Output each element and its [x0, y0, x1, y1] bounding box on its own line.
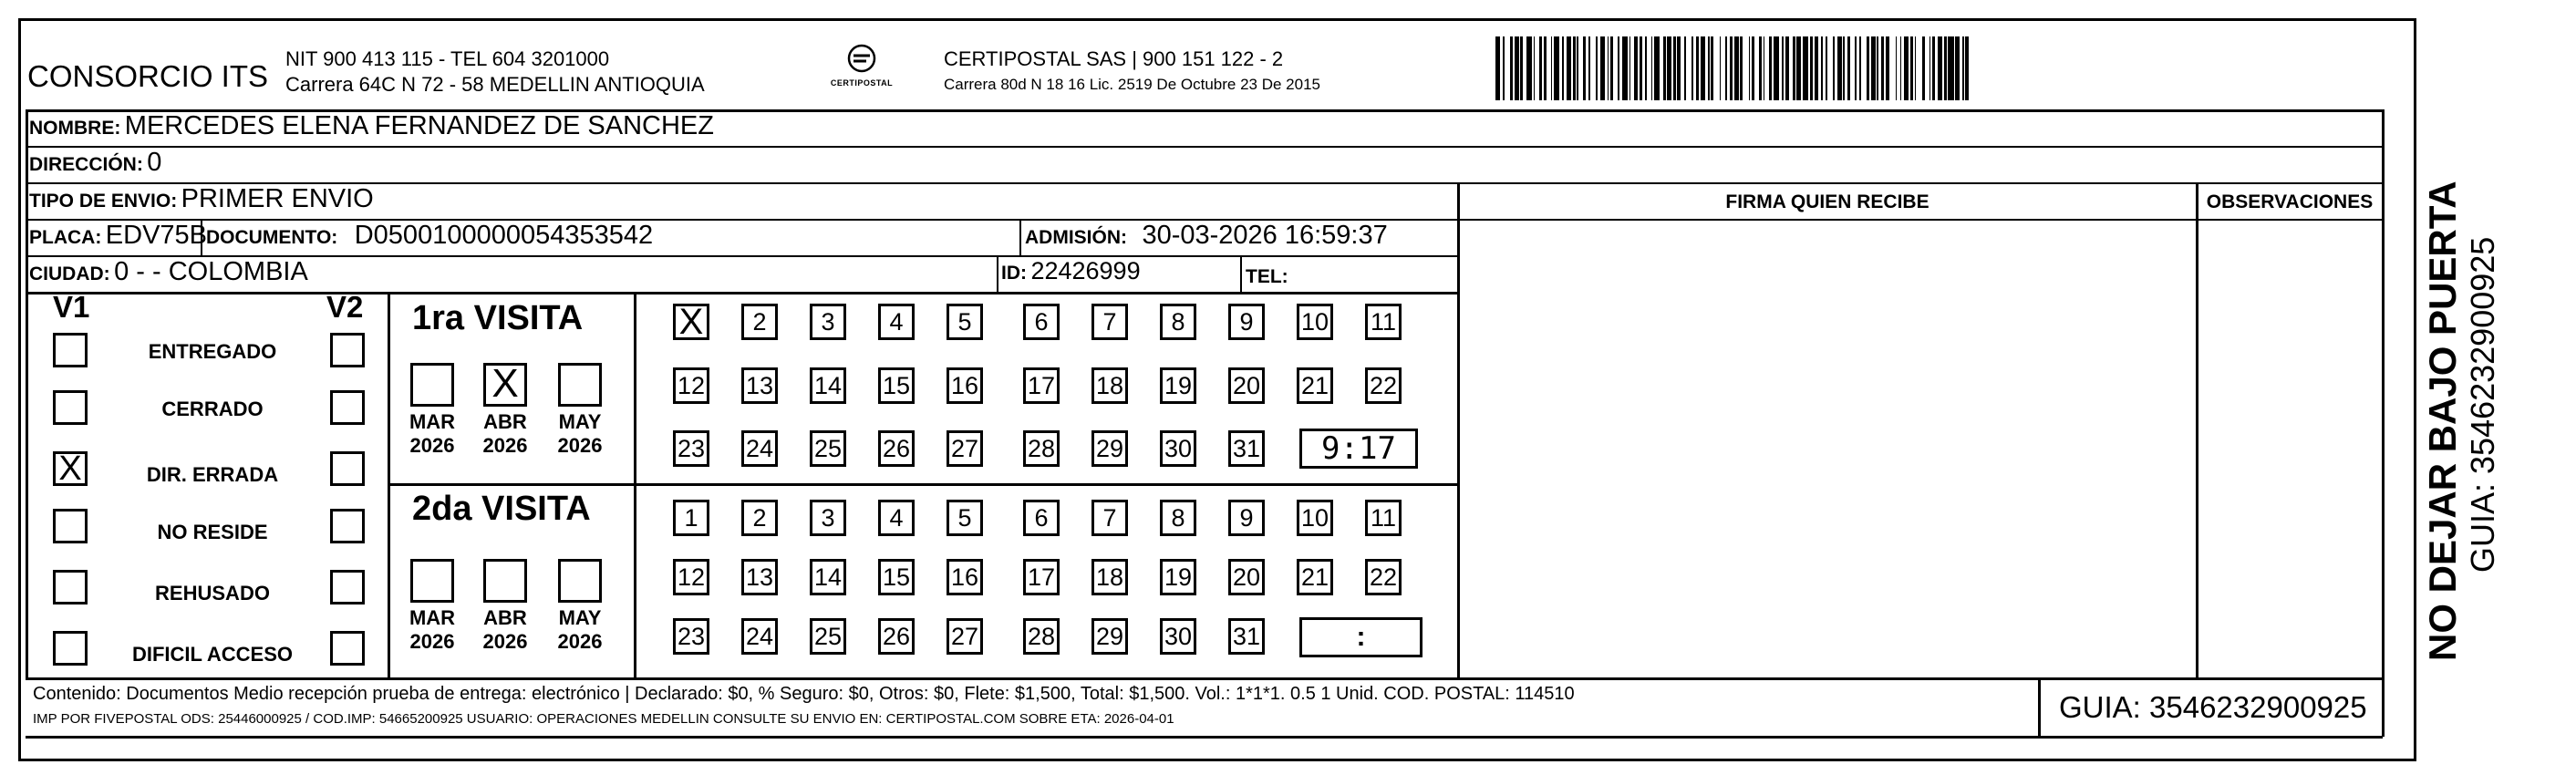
day-box[interactable]: 6: [1023, 304, 1060, 340]
month-checkbox[interactable]: [410, 363, 454, 407]
documento-cell: [206, 221, 653, 251]
id-cell: [1001, 257, 1141, 285]
row-line: [26, 146, 2383, 148]
day-box[interactable]: 9: [1228, 304, 1265, 340]
day-box[interactable]: 27: [947, 618, 983, 655]
status-v2-checkbox[interactable]: [330, 570, 365, 604]
day-box[interactable]: 29: [1091, 430, 1128, 467]
row-line: [26, 182, 2383, 184]
month-year: 2026: [482, 630, 528, 653]
day-box[interactable]: 3: [810, 304, 846, 340]
observaciones-header: OBSERVACIONES: [2206, 191, 2374, 212]
visit1-time-box[interactable]: 9:17: [1299, 429, 1418, 469]
form-bottom-line: [26, 736, 2383, 739]
footer-divider: [2038, 677, 2041, 736]
day-box[interactable]: 6: [1023, 500, 1060, 536]
day-box[interactable]: 27: [947, 430, 983, 467]
company-name: CONSORCIO ITS: [27, 59, 269, 93]
day-box[interactable]: 20: [1228, 367, 1265, 404]
status-v2-checkbox[interactable]: [330, 509, 365, 543]
col-line: [1240, 255, 1242, 292]
visit-divider: [388, 483, 1457, 486]
admision-label: ADMISIÓN:: [1025, 227, 1127, 248]
side-warning: NO DEJAR BAJO PUERTA: [2421, 181, 2464, 661]
day-box[interactable]: 10: [1297, 304, 1333, 340]
day-box[interactable]: 15: [878, 367, 915, 404]
day-box[interactable]: 16: [947, 367, 983, 404]
status-option-label: DIFICIL ACCESO: [131, 643, 293, 666]
tel-label: TEL:: [1246, 266, 1288, 287]
v1-header: V1: [53, 290, 90, 324]
month-checkbox[interactable]: X: [483, 363, 527, 407]
day-box[interactable]: 20: [1228, 559, 1265, 595]
status-v1-checkbox[interactable]: [53, 570, 88, 604]
company-address: Carrera 64C N 72 - 58 MEDELLIN ANTIOQUIA: [285, 73, 705, 96]
day-box[interactable]: 12: [673, 367, 709, 404]
day-box[interactable]: 11: [1365, 500, 1402, 536]
visit1-title: 1ra VISITA: [412, 299, 584, 337]
footer-guia: GUIA: 3546232900925: [2059, 690, 2367, 724]
certipostal-name: CERTIPOSTAL SAS | 900 151 122 - 2: [944, 47, 1284, 70]
status-v1-checkbox[interactable]: X: [53, 451, 88, 486]
status-option-label: ENTREGADO: [148, 340, 277, 363]
day-box[interactable]: 23: [673, 430, 709, 467]
row-line: [26, 292, 1457, 294]
day-box[interactable]: 31: [1228, 618, 1265, 655]
day-box[interactable]: 4: [878, 500, 915, 536]
admision-cell: [1025, 221, 1388, 251]
form-right-line: [2382, 109, 2385, 737]
ciudad-cell: [29, 257, 308, 287]
direccion-label: DIRECCIÓN:: [29, 154, 143, 175]
day-box[interactable]: 13: [741, 559, 778, 595]
status-v1-checkbox[interactable]: [53, 631, 88, 666]
day-box[interactable]: 28: [1023, 430, 1060, 467]
day-box[interactable]: 5: [947, 500, 983, 536]
month-label: ABR: [483, 410, 527, 433]
day-box[interactable]: 19: [1160, 559, 1196, 595]
logo-text: CERTIPOSTAL: [830, 78, 894, 88]
month-checkbox[interactable]: [483, 559, 527, 603]
status-option-label: NO RESIDE: [157, 521, 268, 543]
day-box[interactable]: 19: [1160, 367, 1196, 404]
placa-cell: [29, 221, 207, 251]
status-option-label: DIR. ERRADA: [146, 463, 279, 486]
month-label: MAY: [558, 606, 602, 629]
day-box[interactable]: 24: [741, 430, 778, 467]
month-label: ABR: [483, 606, 527, 629]
day-box[interactable]: 29: [1091, 618, 1128, 655]
day-box[interactable]: 1: [673, 500, 709, 536]
day-box[interactable]: 2: [741, 500, 778, 536]
placa-label: PLACA:: [29, 227, 102, 248]
tel-cell: [1246, 260, 1288, 290]
col-line: [1019, 219, 1021, 255]
month-year: 2026: [409, 630, 455, 653]
day-box[interactable]: 21: [1297, 559, 1333, 595]
status-v1-checkbox[interactable]: [53, 333, 88, 367]
day-box[interactable]: 30: [1160, 430, 1196, 467]
day-box[interactable]: 12: [673, 559, 709, 595]
day-box[interactable]: 25: [810, 618, 846, 655]
day-box[interactable]: 3: [810, 500, 846, 536]
firma-header: FIRMA QUIEN RECIBE: [1725, 191, 1929, 212]
day-box[interactable]: X: [673, 304, 709, 340]
day-box[interactable]: 26: [878, 430, 915, 467]
day-box[interactable]: 4: [878, 304, 915, 340]
nombre-value: MERCEDES ELENA FERNANDEZ DE SANCHEZ: [124, 111, 714, 140]
day-box[interactable]: 18: [1091, 559, 1128, 595]
visit2-title: 2da VISITA: [412, 490, 591, 528]
day-box[interactable]: 14: [810, 367, 846, 404]
day-box[interactable]: 25: [810, 430, 846, 467]
day-box[interactable]: 7: [1091, 304, 1128, 340]
day-box[interactable]: 5: [947, 304, 983, 340]
month-year: 2026: [482, 434, 528, 457]
day-box[interactable]: 13: [741, 367, 778, 404]
day-box[interactable]: 15: [878, 559, 915, 595]
month-label: MAY: [558, 410, 602, 433]
month-year: 2026: [409, 434, 455, 457]
v2-header: V2: [326, 290, 364, 324]
day-box[interactable]: 16: [947, 559, 983, 595]
month-year: 2026: [557, 434, 603, 457]
day-box[interactable]: 10: [1297, 500, 1333, 536]
documento-value: D0500100000054353542: [354, 221, 654, 250]
status-option-label: REHUSADO: [155, 582, 270, 604]
status-v1-checkbox[interactable]: [53, 390, 88, 425]
status-option-label: CERRADO: [161, 398, 264, 420]
certipostal-address: Carrera 80d N 18 16 Lic. 2519 De Octubre 23 De 2015: [944, 76, 1320, 93]
direccion-row: [29, 148, 161, 178]
day-box[interactable]: 8: [1160, 304, 1196, 340]
day-box[interactable]: 2: [741, 304, 778, 340]
placa-value: EDV75B: [105, 221, 208, 250]
day-box[interactable]: 18: [1091, 367, 1128, 404]
visit2-time-box[interactable]: :: [1299, 617, 1422, 657]
status-v2-checkbox[interactable]: [330, 631, 365, 666]
tipo-row: [29, 184, 374, 214]
ciudad-value: 0 - - COLOMBIA: [114, 257, 308, 286]
tipo-value: PRIMER ENVIO: [181, 184, 374, 213]
month-year: 2026: [557, 630, 603, 653]
day-box[interactable]: 22: [1365, 559, 1402, 595]
col-line: [997, 255, 998, 292]
day-box[interactable]: 28: [1023, 618, 1060, 655]
day-box[interactable]: 23: [673, 618, 709, 655]
day-box[interactable]: 31: [1228, 430, 1265, 467]
day-box[interactable]: 14: [810, 559, 846, 595]
id-value: 22426999: [1030, 257, 1141, 284]
documento-label: DOCUMENTO:: [206, 227, 338, 248]
tipo-label: TIPO DE ENVIO:: [29, 191, 178, 212]
status-v2-checkbox[interactable]: [330, 451, 365, 486]
day-box[interactable]: 21: [1297, 367, 1333, 404]
side-guia: GUIA: 3546232900925: [2464, 236, 2501, 573]
direccion-value: 0: [147, 148, 162, 177]
day-box[interactable]: 22: [1365, 367, 1402, 404]
company-nit: NIT 900 413 115 - TEL 604 3201000: [285, 47, 610, 70]
day-box[interactable]: 9: [1228, 500, 1265, 536]
id-label: ID:: [1001, 263, 1027, 284]
month-checkbox[interactable]: [558, 559, 602, 603]
day-box[interactable]: 7: [1091, 500, 1128, 536]
form-left-line: [26, 109, 28, 677]
col-line: [2196, 182, 2198, 677]
month-label: MAR: [409, 410, 456, 433]
day-box[interactable]: 8: [1160, 500, 1196, 536]
status-v1-checkbox[interactable]: [53, 509, 88, 543]
day-box[interactable]: 11: [1365, 304, 1402, 340]
month-label: MAR: [409, 606, 456, 629]
footer-top-line: [26, 677, 2383, 680]
status-v2-checkbox[interactable]: [330, 390, 365, 425]
col-line: [1457, 182, 1460, 677]
month-checkbox[interactable]: [410, 559, 454, 603]
nombre-label: NOMBRE:: [29, 118, 121, 139]
footer-contenido: Contenido: Documentos Medio recepción prueba de entrega: electrónico | Declarado: $0, % Seguro: $0, Otros: $0, Flete: $1,500, Total: $1,500. Vol.: 1*1*1. 0.5 1 Unid. COD. POSTAL: 114510: [33, 684, 1575, 704]
month-checkbox[interactable]: [558, 363, 602, 407]
admision-value: 30-03-2026 16:59:37: [1142, 221, 1388, 250]
footer-imp: IMP POR FIVEPOSTAL ODS: 25446000925 / COD.IMP: 54665200925 USUARIO: OPERACIONES MEDELLIN CONSULTE SU ENVIO EN: CERTIPOSTAL.COM SOBRE ETA: 2026-04-01: [33, 711, 1174, 727]
day-box[interactable]: 17: [1023, 559, 1060, 595]
nombre-row: [29, 111, 714, 141]
day-box[interactable]: 24: [741, 618, 778, 655]
day-box[interactable]: 26: [878, 618, 915, 655]
status-v2-checkbox[interactable]: [330, 333, 365, 367]
day-box[interactable]: 30: [1160, 618, 1196, 655]
ciudad-label: CIUDAD:: [29, 264, 110, 284]
day-box[interactable]: 17: [1023, 367, 1060, 404]
